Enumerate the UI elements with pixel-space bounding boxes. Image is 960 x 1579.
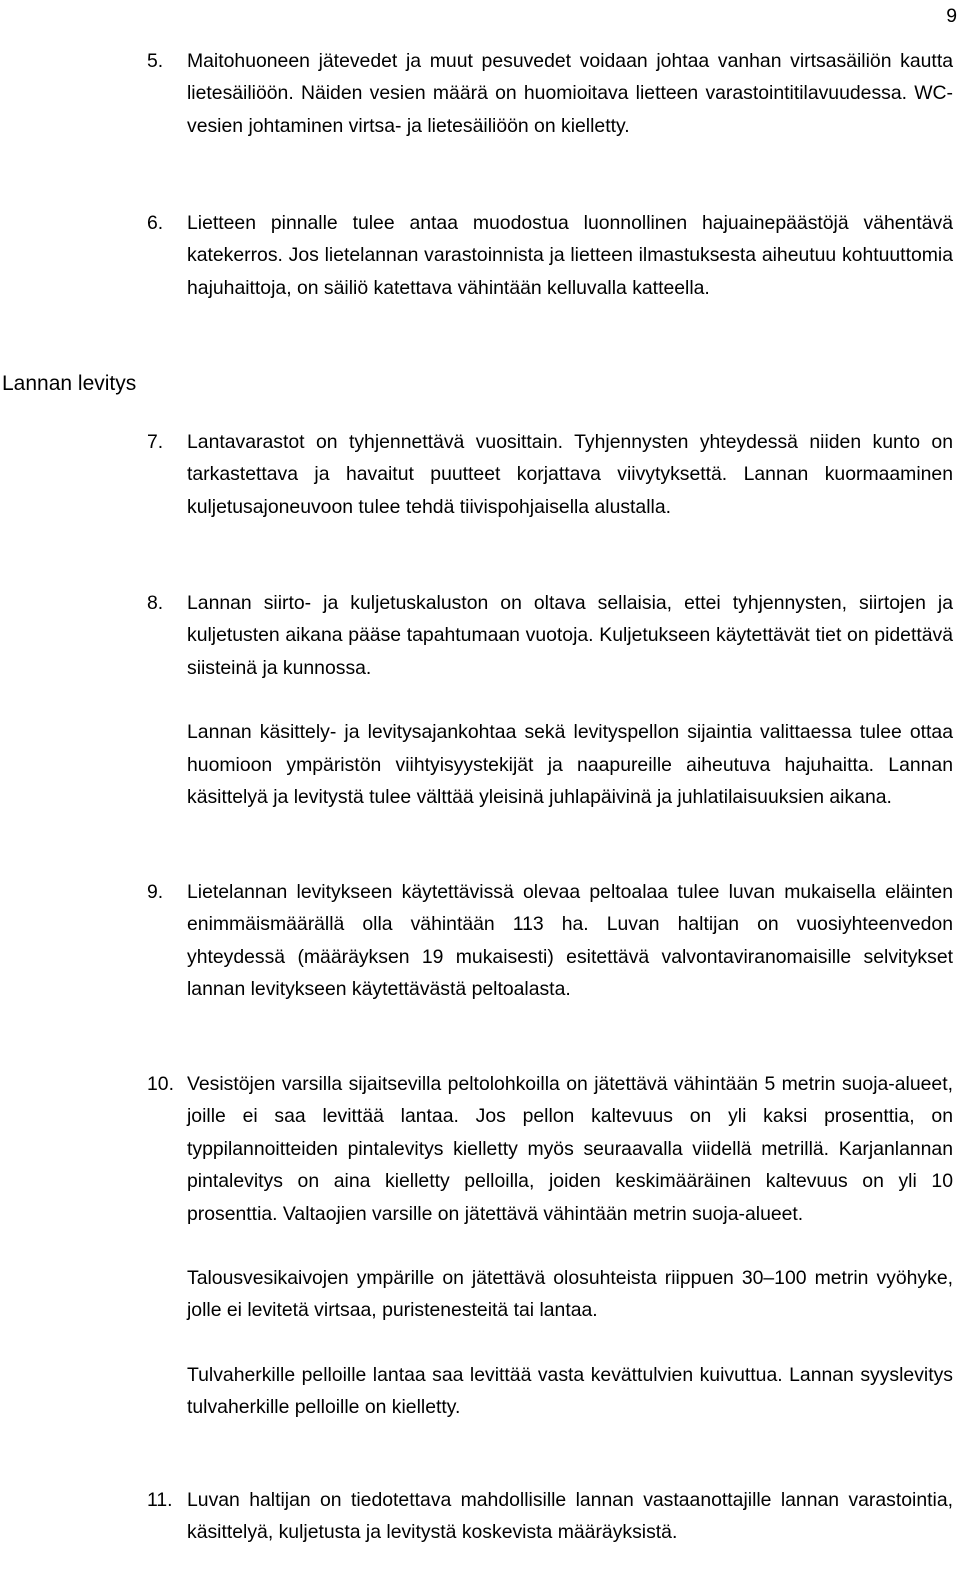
list-item-9 xyxy=(147,876,953,1006)
list-item-8 xyxy=(147,587,953,813)
side-heading: Lannan levitys xyxy=(2,372,137,395)
list-item-6 xyxy=(147,207,953,304)
item-body xyxy=(187,587,953,813)
paragraph: Lannan käsittely- ja levitysajankohtaa sekä levityspellon sijaintia valittaessa tulee ottaa huomioon ympäristön viihtyisyystekijät ja naapureille aiheutuva hajuhaitta. Lannan käsittelyä ja levitystä tulee välttää yleisinä juhlapäivinä ja juhlatilaisuuksien aikana. xyxy=(187,721,953,809)
list-item-11 xyxy=(147,1484,953,1549)
item-body xyxy=(187,1484,953,1549)
paragraph: Vesistöjen varsilla sijaitsevilla peltolohkoilla on jätettävä vähintään 5 metrin suoja-alueet, joille ei saa levittää lantaa. Jos pellon kaltevuus on yli kaksi prosenttia, on typpilannoitteiden pintalevitys kielletty myös seuraavalla viidellä metrillä. Karjanlannan pintalevitys on aina kielletty pelloilla, joiden keskimääräinen kaltevuus on yli 10 prosenttia. Valtaojien varsille on jätettävä vähintään metrin suoja-alueet. xyxy=(187,1073,953,1225)
paragraph: Tulvaherkille pelloille lantaa saa levittää vasta kevättulvien kuivuttua. Lannan syyslevitys tulvaherkille pelloille on kielletty. xyxy=(187,1363,953,1419)
paragraph: Lannan siirto- ja kuljetuskaluston on oltava sellaisia, ettei tyhjennysten, siirtojen ja kuljetusten aikana pääse tapahtumaan vuotoja. Kuljetukseen käytettävät tiet on pidettävä siisteinä ja kunnossa. xyxy=(187,592,953,679)
paragraph: Luvan haltijan on tiedotettava mahdollisille lannan vastaanottajille lannan varastointia, käsittelyä, kuljetusta ja levitystä koskevista määräyksistä. xyxy=(187,1489,953,1544)
page-number: 9 xyxy=(946,5,957,27)
item-number: 9. xyxy=(147,881,164,903)
item-body xyxy=(187,207,953,304)
paragraph: Talousvesikaivojen ympärille on jätettävä olosuhteista riippuen 30–100 metrin vyöhyke, jolle ei levitetä virtsaa, puristenesteitä tai lantaa. xyxy=(187,1267,953,1322)
item-body xyxy=(187,426,953,523)
paragraph: Lantavarastot on tyhjennettävä vuosittain. Tyhjennysten yhteydessä niiden kunto on tarkastettava ja havaitut puutteet korjattava viivytyksettä. Lannan kuormaaminen kuljetusajoneuvoon tulee tehdä tiivispohjaisella alustalla. xyxy=(187,431,953,518)
item-body xyxy=(187,876,953,1006)
paragraph: Maitohuoneen jätevedet ja muut pesuvedet voidaan johtaa vanhan virtsasäiliön kautta lietesäiliöön. Näiden vesien määrä on huomioitava lietteen varastointitilavuudessa. WC-vesien johtaminen virtsa- ja lietesäiliöön on kielletty. xyxy=(187,50,953,137)
paragraph: Lietelannan levitykseen käytettävissä olevaa peltoalaa tulee luvan mukaisella eläinten enimmäismäärällä olla vähintään 113 ha. Luvan haltijan on vuosiyhteenvedon yhteydessä (määräyksen 19 mukaisesti) esitettävä valvontaviranomaisille selvitykset lannan levitykseen käytettävästä peltoalasta. xyxy=(187,881,953,1001)
list-item-5 xyxy=(147,45,953,142)
item-body xyxy=(187,45,953,142)
item-body xyxy=(187,1068,953,1424)
list-item-7 xyxy=(147,426,953,523)
item-number: 5. xyxy=(147,50,164,72)
item-number: 10. xyxy=(147,1073,174,1095)
list-item-10 xyxy=(147,1068,953,1424)
item-number: 11. xyxy=(147,1489,173,1511)
item-number: 7. xyxy=(147,431,164,453)
paragraph: Lietteen pinnalle tulee antaa muodostua luonnollinen hajuainepäästöjä vähentävä katekerros. Jos lietelannan varastoinnista ja lietteen ilmastuksesta aiheutuu kohtuuttomia hajuhaittoja, on säiliö katettava vähintään kelluvalla katteella. xyxy=(187,212,953,299)
item-number: 8. xyxy=(147,592,164,614)
item-number: 6. xyxy=(147,212,164,234)
